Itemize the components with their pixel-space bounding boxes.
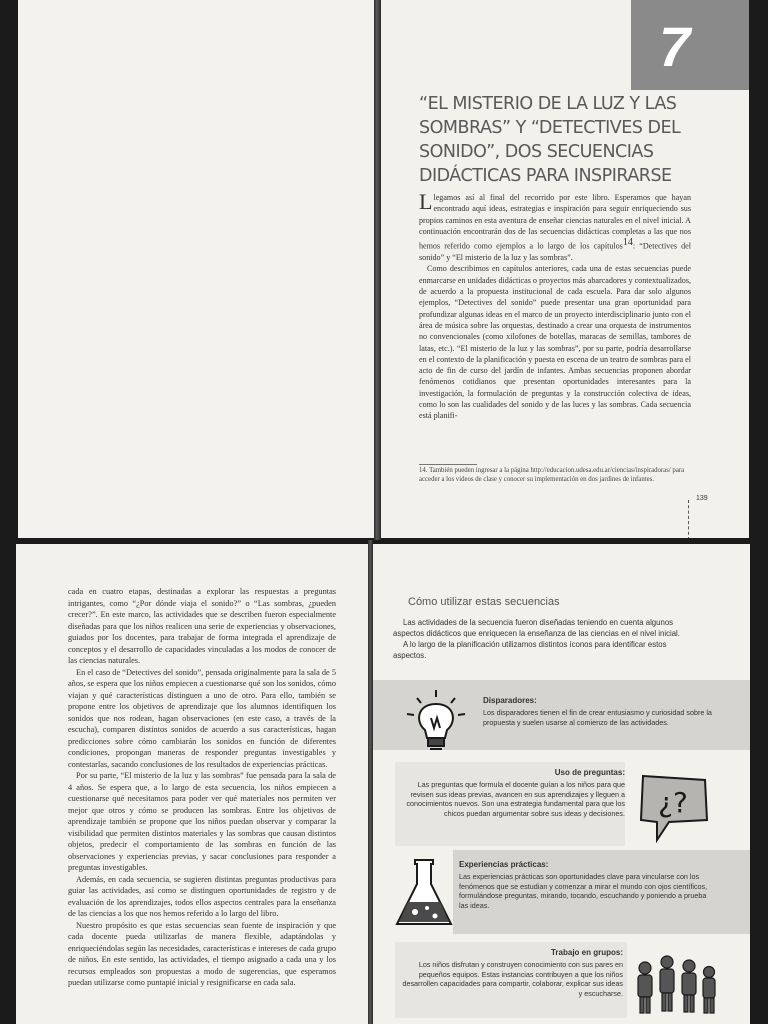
page-141: [373, 544, 750, 1024]
box-title: Trabajo en grupos:: [550, 948, 623, 957]
book-gutter-top: [374, 0, 381, 540]
groups-box: [399, 948, 623, 999]
triggers-box: [483, 696, 713, 727]
blank-left-page: [18, 0, 374, 538]
box-text: Las preguntas que formula el docente guían a los niños para que revisen sus ideas previas, avancen en sus aprendizajes y lleguen a conocimientos nuevos. Son una estrategia fundamental para que los chicos puedan argumentar sobre sus ideas y decisiones.: [406, 779, 625, 819]
flask-icon: [391, 854, 457, 932]
box-text: Las experiencias prácticas son oportunidades clave para vincularse con los fenómenos que se estudian y comenzar a mirar el mundo con ojos científicos, formulándose preguntas, mirando, tocando, escuchando y poniendo a prueba las ideas.: [459, 871, 708, 911]
question-glyph: ¿?: [658, 786, 688, 819]
paragraph: Nuestro propósito es que estas secuencias sean fuente de inspiración y que cada docente pueda utilizarlas de manera flexible, adaptándolas y enriqueciéndolas según las necesidades, características e intereses de cada grupo de niños. En este sentido, las actividades, el tiempo asignado a cada una y los recursos empleados son propuestas a modo de sugerencias, que esperamos puedan utilizarse como puntapié inicial y resignificarse en cada sala.: [68, 920, 336, 987]
page-number: 139: [696, 495, 708, 502]
chapter-number: 7: [659, 15, 691, 78]
page-139-body: [419, 189, 691, 422]
box-title: Uso de preguntas:: [554, 768, 625, 777]
paragraph: cada en cuatro etapas, destinadas a explorar las respuestas a preguntas intrigantes, como “¿Por dónde viaja el sonido?” o “Las sombras, ¿pueden crecer?”. En este marco, las actividades que se describen fueron especialmente diseñadas para que los niños realicen una serie de experiencias y observaciones, guiados por los docentes, para trabajar de forma integrada el aprendizaje de conceptos y el desarrollo de capacidades vinculadas a los modos de conocer de las ciencias naturales.: [68, 587, 336, 665]
chapter-number-box: [631, 0, 749, 90]
lightbulb-icon: [401, 688, 471, 754]
paragraph-text: legamos así al final del recorrido por este libro. Esperamos que hayan encontrado aquí ideas, estrategias e inspiración para seguir enriqueciendo sus propios caminos en esta aventura de enseñar ciencias naturales en el nivel inicial. A continuación encontrarán dos de las secuencias didácticas completas a las que nos hemos referido como ejemplos a lo largo de los capítulos: [419, 193, 691, 251]
paragraph: Además, en cada secuencia, se sugieren distintas preguntas productivas para guiar las actividades, así como se distinguen oportunidades de registro y de evaluación de los aprendizajes, todos ellos aspectos centrales para la enseñanza de las ciencias a los que nos hemos referido a lo largo del libro.: [68, 874, 336, 918]
paragraph: Las actividades de la secuencia fueron diseñadas teniendo en cuenta algunos aspectos didácticos que enriquecen la enseñanza de las ciencias en el nivel inicial.: [393, 618, 680, 638]
margin-dashed-mark: [688, 500, 701, 538]
page-140-body: [68, 586, 336, 989]
paragraph: A lo largo de la planificación utilizamos distintos íconos para identificar estos aspectos.: [393, 640, 667, 660]
paragraph: Como describimos en capítulos anteriores, cada una de estas secuencias puede enmarcarse en unidades didácticas o proyectos más abarcadores y contextualizados, de acuerdo a la propuesta institucional de cada escuela. Para dar solo algunos ejemplos, “Detectives del sonido” puede presentar una gran oportunidad para profundizar algunas ideas en el marco de un proyecto interdisciplinario junto con el área de música sobre las orquestas, destinado a crear una orquesta de instrumentos no convencionales (como xilofones de botellas, maracas de semillas, tambores de latas, etc.). “El misterio de la luz y las sombras”, por su parte, podría desarrollarse en el contexto de la planificación y puesta en escena de un teatro de sombras para el acto de fin de curso del jardín de infantes. Ambas secuencias proponen abordar fenómenos cotidianos que presentan oportunidades interesantes para la investigación, la formulación de preguntas y la construcción colectiva de ideas, como lo son las cualidades del sonido y de las luces y las sombras. Cada secuencia está planifi-: [419, 264, 691, 421]
questions-box: [401, 768, 625, 819]
footnote-divider: [419, 464, 477, 465]
paragraph-text: : “Detectives del sonido” y “El misterio de la luz y las sombras”.: [419, 241, 691, 263]
paragraph: En el caso de “Detectives del sonido”, pensada originalmente para la sala de 5 años, se espera que los niños empiecen a cuestionarse qué son los sonidos, cómo viajan y qué características distinguen a uno de otro. Para ello, también se propone entre los objetivos de aprendizaje que los alumnos identifiquen los sonidos que nos rodean, hagan observaciones (en este caso, a través de la escucha), comparen distintos sonidos de acuerdo a sus características, hagan predicciones sobre cómo cambiarán los sonidos en función de diferentes condiciones, propongan maneras de responder preguntas investigables y contestarlas, sacando conclusiones de los resultados de experiencias prácticas.: [68, 667, 336, 769]
footnote: 14. También pueden ingresar a la página http://educacion.udesa.edu.ar/ciencias/inspiradoras/ para acceder a los videos de clase y conocer su implementación en dos jardines de infantes.: [419, 467, 685, 483]
group-people-icon: [629, 946, 721, 1022]
page-139: [381, 0, 749, 538]
paragraph: Por su parte, “El misterio de la luz y las sombras” fue pensada para la sala de 4 años. Se espera que, a lo largo de esta secuencia, los niños empiecen a cuestionarse qué necesitamos para poder ver qué materiales nos permiten ver mejor que otros y cómo se producen las sombras. Entre los objetivos de aprendizaje también se propone que los niños puedan observar y comparar la visibilidad que permiten distintos materiales y las sombras que causan distintos objetos, predecir el comportamiento de las sombras en función de las observaciones y experiencias previas, y sacar conclusiones para responder a preguntas investigables.: [68, 771, 336, 872]
box-text: Los disparadores tienen el fin de crear entusiasmo y curiosidad sobre la propuesta y suelen usarse al comienzo de las actividades.: [483, 707, 712, 727]
page-140: [16, 544, 368, 1024]
paragraph: [419, 189, 691, 263]
box-text: Los niños disfrutan y construyen conocimiento con sus pares en pequeños equipos. Estas instancias contribuyen a que los niños desarrollen capacidades para compartir, colaborar, explicar sus ideas y escucharse.: [402, 959, 623, 999]
section-title: Cómo utilizar estas secuencias: [408, 596, 560, 608]
box-title: Disparadores:: [483, 696, 537, 705]
footnote-ref: 14: [622, 237, 633, 249]
section-intro: [393, 618, 693, 662]
drop-cap: L: [419, 189, 433, 214]
box-title: Experiencias prácticas:: [459, 860, 549, 869]
practical-box: [459, 860, 709, 911]
chapter-title: “EL MISTERIO DE LA LUZ Y LAS SOMBRAS” Y “DETECTIVES DEL SONIDO”, DOS SECUENCIAS DIDÁCTICAS PARA INSPIRARSE: [419, 94, 681, 186]
question-bubble-icon: [635, 770, 713, 844]
